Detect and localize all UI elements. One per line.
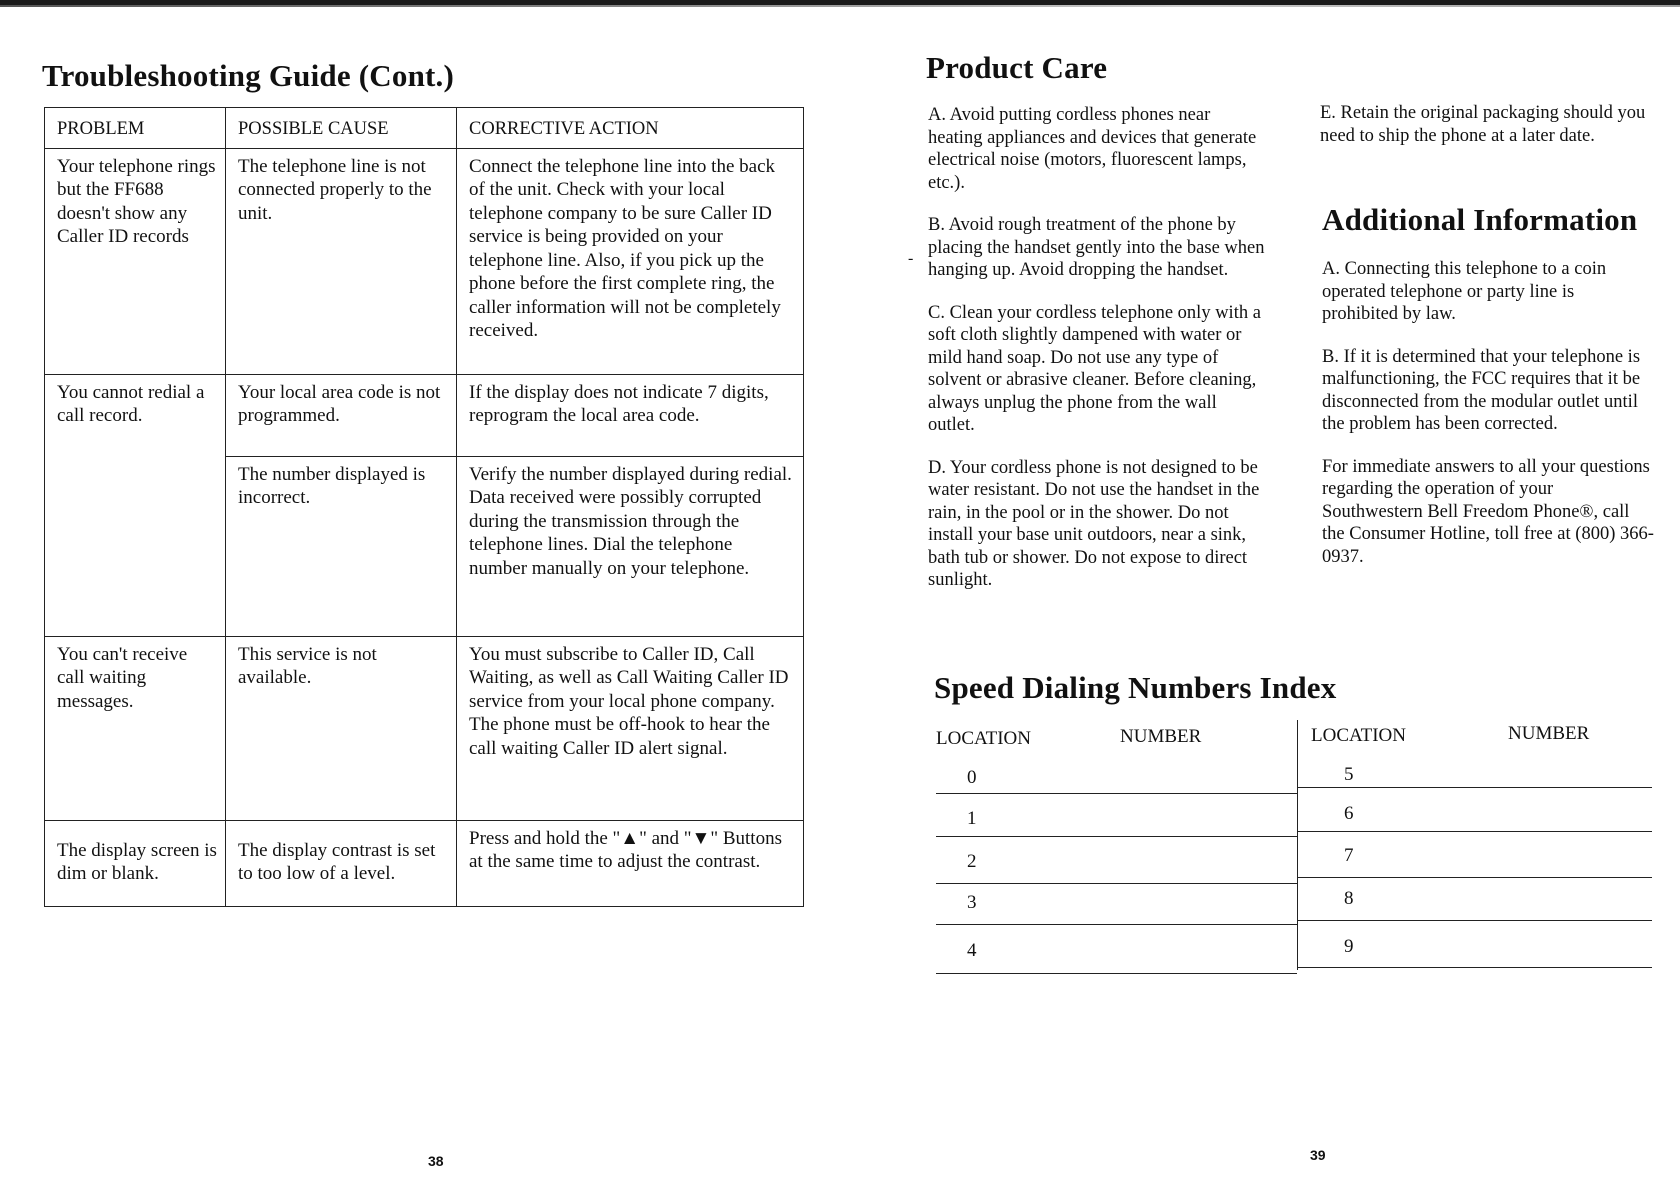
care-item-d: D. Your cordless phone is not designed to be water resistant. Do not use the handset in the rain, in the pool or in the shower. Do not install your base unit outdoors, near a sink, bath tub or shower. Do not expose to direct sunlight. (928, 457, 1260, 590)
care-item-e: E. Retain the original packaging should you need to ship the phone at a later date. (1320, 103, 1646, 146)
speed-dial-rule (1297, 787, 1652, 788)
speed-dial-rule (1297, 831, 1652, 832)
info-item-b: B. If it is determined that your telephone is malfunctioning, the FCC requires that it be disconnected from the modular outlet until the problem has been corrected. (1322, 346, 1641, 434)
table-row (45, 636, 804, 820)
speed-dial-location: 0 (967, 767, 977, 788)
cause-cell: Your local area code is not programmed. (226, 374, 457, 456)
header-corrective-action: CORRECTIVE ACTION (457, 108, 804, 149)
speed-dial-location: 3 (967, 892, 977, 913)
page-number-right: 39 (1310, 1147, 1326, 1163)
speed-dial-location: 1 (967, 808, 977, 829)
info-hotline: For immediate answers to all your questions regarding the operation of your Southwestern Bell Freedom Phone®, call the Consumer Hotline, toll free at (800) 366-0937. (1322, 456, 1654, 567)
care-item-c: C. Clean your cordless telephone only with a soft cloth slightly dampened with water or mild hand soap. Do not use any type of solvent or abrasive cleaner. Before cleaning, always unplug the phone from the wall outlet. (928, 302, 1261, 435)
cause-cell: This service is not available. (226, 636, 457, 820)
action-cell: If the display does not indicate 7 digits, reprogram the local area code. (457, 374, 804, 456)
cause-cell: The number displayed is incorrect. (226, 456, 457, 636)
speed-dial-location: 4 (967, 940, 977, 961)
speed-dial-location-header-left: LOCATION (936, 728, 1031, 749)
cause-cell: The display contrast is set to too low of a level. (226, 820, 457, 906)
header-possible-cause: POSSIBLE CAUSE (226, 108, 457, 149)
info-item-a: A. Connecting this telephone to a coin operated telephone or party line is prohibited by law. (1322, 259, 1607, 324)
speed-dial-location: 9 (1344, 936, 1354, 957)
problem-cell: The display screen is dim or blank. (45, 820, 226, 906)
speed-dial-rule (936, 793, 1297, 794)
speed-dial-divider (1297, 720, 1298, 970)
speed-dial-location: 7 (1344, 845, 1354, 866)
problem-cell: You cannot redial a call record. (45, 374, 226, 636)
speed-dial-location-header-right: LOCATION (1311, 725, 1406, 746)
section-title-product-care: Product Care (926, 50, 1108, 85)
speed-dial-rule (1297, 967, 1652, 968)
speed-dial-rule (936, 973, 1297, 974)
speed-dial-rule (1297, 920, 1652, 921)
page-number-left: 38 (428, 1153, 444, 1169)
speed-dial-number-header-right: NUMBER (1508, 723, 1590, 744)
section-title-additional-information: Additional Information (1322, 202, 1638, 237)
action-cell: Connect the telephone line into the back of the unit. Check with your local telephone company to be sure Caller ID service is being provided on your telephone line. Also, if you pick up the phone before the first complete ring, the caller information will not be completely received. (457, 148, 804, 374)
action-cell: Press and hold the "▲" and "▼" Buttons at the same time to adjust the contrast. (457, 820, 804, 906)
speed-dial-rule (936, 883, 1297, 884)
page-title-troubleshooting: Troubleshooting Guide (Cont.) (42, 58, 455, 93)
speed-dial-location: 5 (1344, 764, 1354, 785)
troubleshooting-table (44, 107, 804, 907)
speed-dial-location: 2 (967, 851, 977, 872)
section-title-speed-dial: Speed Dialing Numbers Index (934, 670, 1337, 705)
action-cell: Verify the number displayed during redial. Data received were possibly corrupted during the transmission through the telephone lines. Dial the telephone number manually on your telephone. (457, 456, 804, 636)
speed-dial-location: 6 (1344, 803, 1354, 824)
margin-mark: - (908, 250, 914, 267)
speed-dial-rule (936, 924, 1297, 925)
speed-dial-number-header-left: NUMBER (1120, 726, 1202, 747)
speed-dial-rule (1297, 877, 1652, 878)
care-item-a: A. Avoid putting cordless phones near heating appliances and devices that generate electrical noise (motors, fluorescent lamps, etc.). (928, 105, 1257, 193)
care-item-b: B. Avoid rough treatment of the phone by placing the handset gently into the base when hanging up. Avoid dropping the handset. (928, 215, 1265, 280)
speed-dial-rule (936, 836, 1297, 837)
problem-cell: You can't receive call waiting messages. (45, 636, 226, 820)
table-header-row (45, 108, 804, 149)
scan-top-edge-shade (0, 5, 1680, 7)
table-row (45, 374, 804, 456)
speed-dial-location: 8 (1344, 888, 1354, 909)
additional-info-column (1322, 258, 1654, 588)
table-row (45, 820, 804, 906)
cause-cell: The telephone line is not connected properly to the unit. (226, 148, 457, 374)
problem-cell: Your telephone rings but the FF688 doesn't show any Caller ID records (45, 148, 226, 374)
action-cell: You must subscribe to Caller ID, Call Waiting, as well as Call Waiting Caller ID service from your local phone company. The phone must be off-hook to hear the call waiting Caller ID alert signal. (457, 636, 804, 820)
product-care-column-2 (1320, 102, 1650, 167)
product-care-column-1 (928, 104, 1268, 612)
header-problem: PROBLEM (45, 108, 226, 149)
table-row (45, 148, 804, 374)
